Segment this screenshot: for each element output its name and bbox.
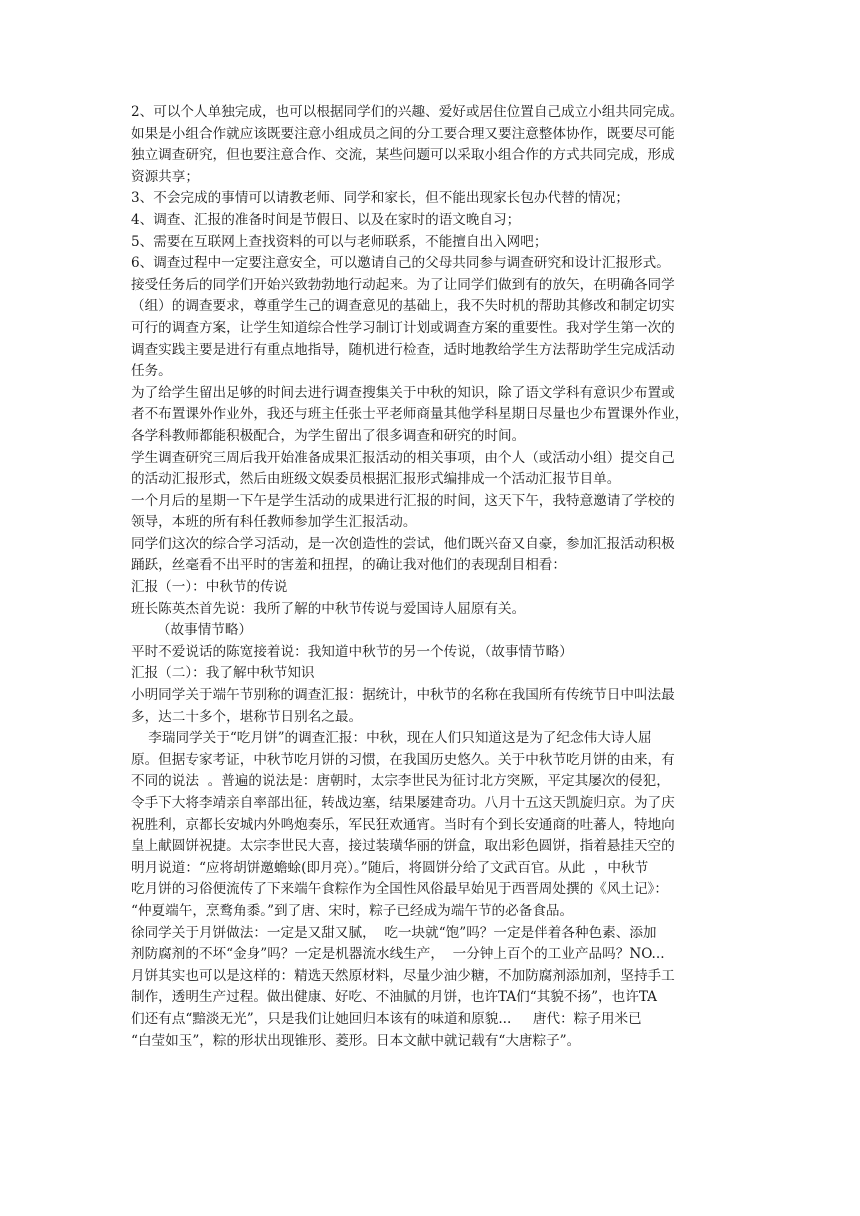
text-line: “仲夏端午，烹鹜角黍。”到了唐、宋时，粽子已经成为端午节的必备食品。 bbox=[131, 902, 574, 919]
text-line: 平时不爱说话的陈宽接着说：我知道中秋节的另一个传说，（故事情节略） bbox=[131, 643, 573, 660]
section-heading: 汇报（二）：我了解中秋节知识 bbox=[131, 665, 315, 682]
text-line: 如果是小组合作就应该既要注意小组成员之间的分工要合理又要注意整体协作，既要尽可能 bbox=[131, 125, 675, 142]
text-line: 令手下大将李靖亲自率部出征，转战边塞，结果屡建奇功。八月十五这天凯旋归京。为了庆 bbox=[131, 795, 675, 811]
text-line: 同学们这次的综合学习活动，是一次创造性的尝试，他们既兴奋又自豪，参加汇报活动积极 bbox=[131, 535, 675, 552]
text-line: 祝胜利，京都长安城内外鸣炮奏乐，军民狂欢通宵。当时有个到长安通商的吐蕃人，特地向 bbox=[131, 816, 675, 833]
text-line: 为了给学生留出足够的时间去进行调查搜集关于中秋的知识，除了语文学科有意识少布置或 bbox=[131, 384, 675, 401]
text-line: 月饼其实也可以是这样的：精选天然原材料，尽量少油少糖，不加防腐剂添加剂，坚持手工 bbox=[131, 967, 675, 984]
text-line: 4、调查、汇报的准备时间是节假日、以及在家时的语文晚自习； bbox=[131, 211, 521, 228]
text-line: 班长陈英杰首先说：我所了解的中秋节传说与爱国诗人屈原有关。 bbox=[131, 600, 526, 617]
text-line: 6、调查过程中一定要注意安全，可以邀请自己的父母共同参与调查研究和设计汇报形式。 bbox=[131, 255, 670, 272]
text-line: 接受任务后的同学们开始兴致勃勃地行动起来。为了让同学们做到有的放矢，在明确各同学 bbox=[131, 276, 675, 293]
text-line: 任务。 bbox=[131, 363, 172, 380]
text-line: 者不布置课外作业外，我还与班主任张士平老师商量其他学科星期日尽量也少布置课外作业， bbox=[131, 406, 689, 423]
text-line: 2、可以个人单独完成，也可以根据同学们的兴趣、爱好或居住位置自己成立小组共同完成。 bbox=[131, 104, 684, 120]
text-line: 一个月后的星期一下午是学生活动的成果进行汇报的时间，这天下午，我特意邀请了学校的 bbox=[131, 492, 675, 509]
text-line: 各学科教师都能积极配合，为学生留出了很多调查和研究的时间。 bbox=[131, 427, 526, 444]
section-heading: 汇报（一）：中秋节的传说 bbox=[131, 579, 288, 596]
text-line: 皇上献圆饼祝捷。太宗李世民大喜，接过装璜华丽的饼盒，取出彩色圆饼，指着悬挂天空的 bbox=[131, 838, 675, 855]
text-line: 的活动汇报形式，然后由班级文娱委员根据汇报形式编排成一个活动汇报节目单。 bbox=[131, 471, 621, 488]
text-line: 调查实践主要是进行有重点地指导，随机进行检查，适时地教给学生方法帮助学生完成活动 bbox=[131, 341, 675, 358]
text-line: 独立调查研究，但也要注意合作、交流，某些问题可以采取小组合作的方式共同完成，形成 bbox=[131, 147, 675, 164]
text-line: 学生调查研究三周后我开始准备成果汇报活动的相关事项，由个人（或活动小组）提交自己 bbox=[131, 449, 675, 466]
text-line: 制作，透明生产过程。做出健康、好吃、不油腻的月饼，也许TA们“其貌不扬”，也许TA bbox=[131, 989, 657, 1006]
text-line: 原。但据专家考证，中秋节吃月饼的习惯，在我国历史悠久。关于中秋节吃月饼的由来，有 bbox=[131, 751, 675, 768]
text-line: 剂防腐剂的不坏“金身”吗？一定是机器流水线生产， 一分钟上百个的工业产品吗？NO... bbox=[131, 946, 665, 963]
text-line: 可行的调查方案，让学生知道综合性学习制订计划或调查方案的重要性。我对学生第一次的 bbox=[131, 319, 675, 336]
text-line: （组）的调查要求，尊重学生己的调查意见的基础上，我不失时机的帮助其修改和制定切实 bbox=[131, 298, 675, 315]
text-line: 李瑞同学关于“吃月饼”的调查汇报：中秋，现在人们只知道这是为了纪念伟大诗人屈 bbox=[131, 730, 652, 747]
text-line: 领导，本班的所有科任教师参加学生汇报活动。 bbox=[131, 514, 417, 531]
text-line: 多，达二十多个，堪称节日别名之最。 bbox=[131, 708, 363, 725]
text-line: 资源共享； bbox=[131, 168, 199, 185]
text-line: 小明同学关于端午节别称的调查汇报：据统计，中秋节的名称在我国所有传统节日中叫法最 bbox=[131, 687, 675, 704]
text-line: （故事情节略） bbox=[131, 622, 253, 639]
text-line: 3、不会完成的事情可以请教老师、同学和家长，但不能出现家长包办代替的情况； bbox=[131, 190, 630, 207]
text-line: 明月说道：“应将胡饼邀蟾蜍(即月亮）。”随后，将圆饼分给了文武百官。从此 ，中秋节 bbox=[131, 859, 649, 876]
text-line: 踊跃，丝毫看不出平时的害羞和扭捏，的确让我对他们的表现刮目相看： bbox=[131, 557, 566, 574]
text-line: 不同的说法 。普遍的说法是：唐朝时，太宗李世民为征讨北方突厥，平定其屡次的侵犯， bbox=[131, 773, 670, 790]
text-line: “白莹如玉”，粽的形状出现锥形、菱形。日本文献中就记载有“大唐粽子”。 bbox=[131, 1032, 581, 1049]
text-line: 们还有点“黯淡无光”，只是我们让她回归本该有的味道和原貌... 唐代：粽子用米已 bbox=[131, 1010, 642, 1027]
text-line: 吃月饼的习俗便流传了下来端午食粽作为全国性风俗最早始见于西晋周处撰的《风土记》： bbox=[131, 881, 668, 898]
text-line: 5、需要在互联网上查找资料的可以与老师联系，不能擅自出入网吧； bbox=[131, 233, 548, 250]
text-line: 徐同学关于月饼做法：一定是又甜又腻， 吃一块就“饱”吗？一定是伴着各种色素、添加 bbox=[131, 924, 657, 941]
document-body bbox=[131, 102, 731, 1052]
